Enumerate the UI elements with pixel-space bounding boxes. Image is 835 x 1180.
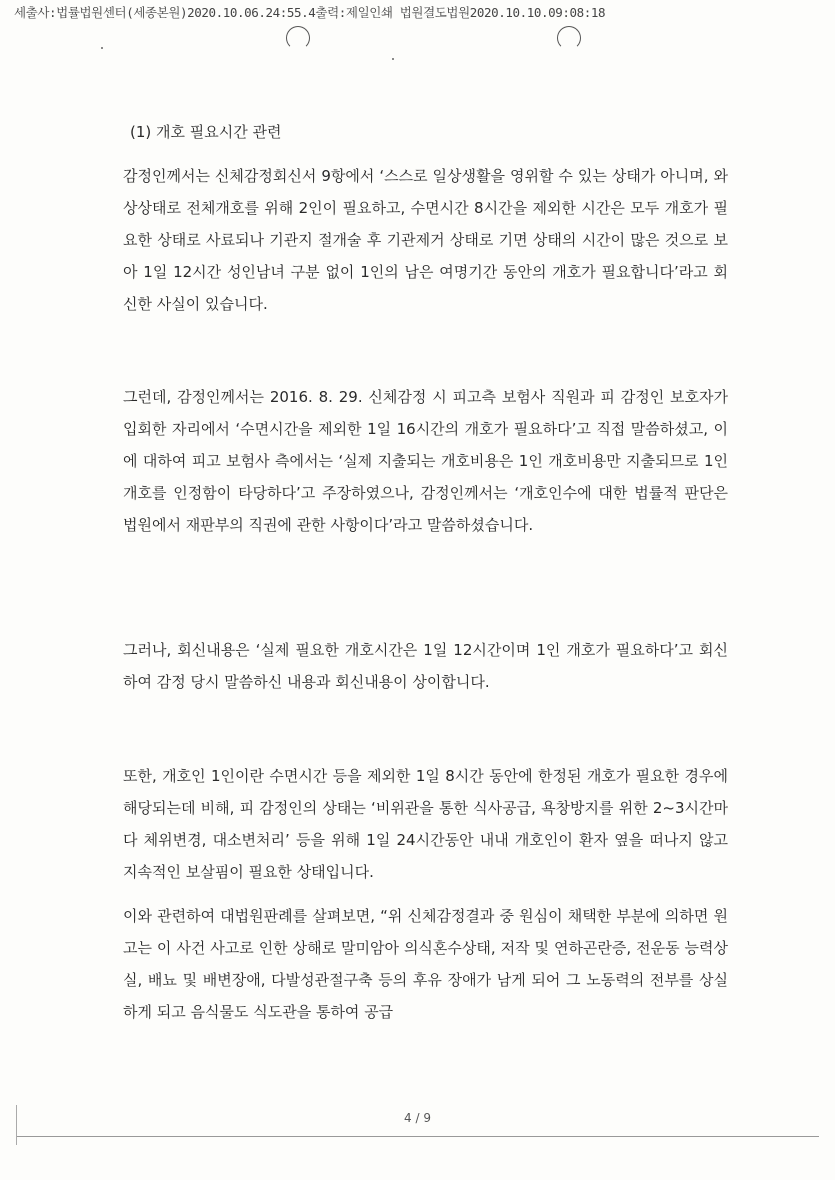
footer-divider (16, 1136, 819, 1137)
paragraph-text: 그러나, 회신내용은 ‘실제 필요한 개호시간은 1일 12시간이며 1인 개호가 필요하다’고 회신하여 감정 당시 말씀하신 내용과 회신내용이 상이합니다. (123, 641, 728, 691)
body-paragraph (123, 900, 728, 1028)
scan-speck (392, 58, 394, 60)
body-paragraph (123, 160, 728, 320)
page-edge-line (16, 1105, 17, 1145)
body-paragraph (123, 381, 728, 541)
paragraph-text: 감정인께서는 신체감정회신서 9항에서 ‘스스로 일상생활을 영위할 수 있는 상태가 아니며, 와상상태로 전체개호를 위해 2인이 필요하고, 수면시간 8시간을 제외한 시간은 모두 개호가 필요한 상태로 사료되나 기관지 절개술 후 기관제거 상태로 기면 상태의 시간이 많은 것으로 보아 1일 12시간 성인남녀 구분 없이 1인의 남은 여명기간 동안의 개호가 필요합니다’라고 회신한 사실이 있습니다. (123, 167, 728, 313)
body-paragraph (123, 634, 728, 698)
paragraph-text: 또한, 개호인 1인이란 수면시간 등을 제외한 1일 8시간 동안에 한정된 개호가 필요한 경우에 해당되는데 비해, 피 감정인의 상태는 ‘비위관을 통한 식사공급, 욕창방지를 위한 2~3시간마다 체위변경, 대소변처리’ 등을 위해 1일 24시간동안 내내 개호인이 환자 옆을 떠나지 않고 지속적인 보살핌이 필요한 상태입니다. (123, 767, 728, 881)
scan-speck (101, 47, 103, 49)
page-number: 4 / 9 (404, 1111, 431, 1125)
section-heading: (1) 개호 필요시간 관련 (130, 123, 282, 141)
paragraph-text: 이와 관련하여 대법원판례를 살펴보면, “위 신체감정결과 중 원심이 채택한 부분에 의하면 원고는 이 사건 사고로 인한 상해로 말미암아 의식혼수상태, 저작 및 연하곤란증, 전운동 능력상실, 배뇨 및 배변장애, 다발성관절구축 등의 후유 장애가 남게 되어 그 노동력의 전부를 상실하게 되고 음식물도 식도관을 통하여 공급 (123, 907, 728, 1021)
punch-hole-mark (557, 26, 581, 50)
body-paragraph (123, 760, 728, 888)
paragraph-text: 그런데, 감정인께서는 2016. 8. 29. 신체감정 시 피고측 보험사 직원과 피 감정인 보호자가 입회한 자리에서 ‘수면시간을 제외한 1일 16시간의 개호가 필요하다’고 직접 말씀하셨고, 이에 대하여 피고 보험사 측에서는 ‘실제 지출되는 개호비용은 1인 개호비용만 지출되므로 1인 개호를 인정함이 타당하다’고 주장하였으나, 감정인께서는 ‘개호인수에 대한 법률적 판단은 법원에서 재판부의 직권에 관한 사항이다’라고 말씀하셨습니다. (123, 388, 728, 534)
punch-hole-mark (286, 26, 310, 50)
fax-header-stamp: 세출사:법률법원센터(세종본원)2020.10.06.24:55.4출력:제일인쇄 법원결도법원2020.10.10.09:08:18 (14, 5, 606, 20)
